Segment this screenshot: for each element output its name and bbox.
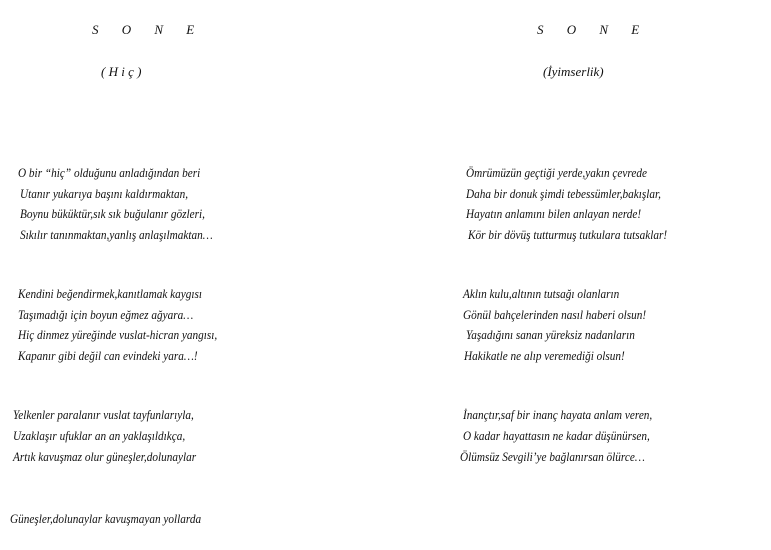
right-stanza2-line4: Hakikatle ne alıp veremediği olsun!: [464, 349, 625, 363]
left-stanza2-line2: Taşımadığı için boyun eğmez ağyara…: [18, 308, 194, 322]
left-stanza1-line1: O bir “hiç” olduğunu anladığından beri: [18, 166, 201, 180]
right-stanza1-line3: Hayatın anlamını bilen anlayan nerde!: [466, 207, 642, 221]
left-stanza1-line3: Boynu büküktür,sık sık buğulanır gözleri,: [20, 207, 205, 221]
left-final-line: Güneşler,dolunaylar kavuşmayan yollarda: [10, 512, 202, 526]
left-stanza2-line1: Kendini beğendirmek,kanıtlamak kaygısı: [18, 287, 203, 301]
right-stanza1-line4: Kör bir dövüş tutturmuş tutkulara tutsaklar!: [468, 228, 668, 242]
right-stanza1-line2: Daha bir donuk şimdi tebessümler,bakışlar,: [466, 187, 662, 201]
left-stanza1-line4: Sıkılır tanınmaktan,yanlış anlaşılmaktan…: [20, 228, 213, 242]
right-stanza2-line2: Gönül bahçelerinden nasıl haberi olsun!: [463, 308, 647, 322]
left-stanza3-line3: Artık kavuşmaz olur güneşler,dolunaylar: [13, 450, 197, 464]
right-poem-subtitle: (İyimserlik): [543, 64, 604, 79]
right-poem-title: S O N E: [537, 22, 650, 37]
left-poem-title: S O N E: [92, 22, 205, 37]
right-stanza2-line3: Yaşadığını sanan yüreksiz nadanların: [466, 328, 635, 342]
left-stanza2-line4: Kapanır gibi değil can evindeki yara…!: [18, 349, 198, 363]
left-stanza3-line2: Uzaklaşır ufuklar an an yaklaşıldıkça,: [13, 429, 186, 443]
left-stanza3-line1: Yelkenler paralanır vuslat tayfunlarıyla,: [13, 408, 194, 422]
right-stanza3-line3: Ölümsüz Sevgili’ye bağlanırsan ölürce…: [460, 450, 645, 464]
left-stanza1-line2: Utanır yukarıya başını kaldırmaktan,: [20, 187, 189, 201]
right-stanza2-line1: Aklın kulu,altının tutsağı olanların: [463, 287, 620, 301]
right-stanza3-line1: İnançtır,saf bir inanç hayata anlam veren,: [463, 408, 653, 422]
left-poem-subtitle: ( H i ç ): [101, 64, 142, 79]
right-stanza3-line2: O kadar hayattasın ne kadar düşünürsen,: [463, 429, 650, 443]
right-stanza1-line1: Ömrümüzün geçtiği yerde,yakın çevrede: [466, 166, 647, 180]
left-stanza2-line3: Hiç dinmez yüreğinde vuslat-hicran yangısı,: [18, 328, 218, 342]
